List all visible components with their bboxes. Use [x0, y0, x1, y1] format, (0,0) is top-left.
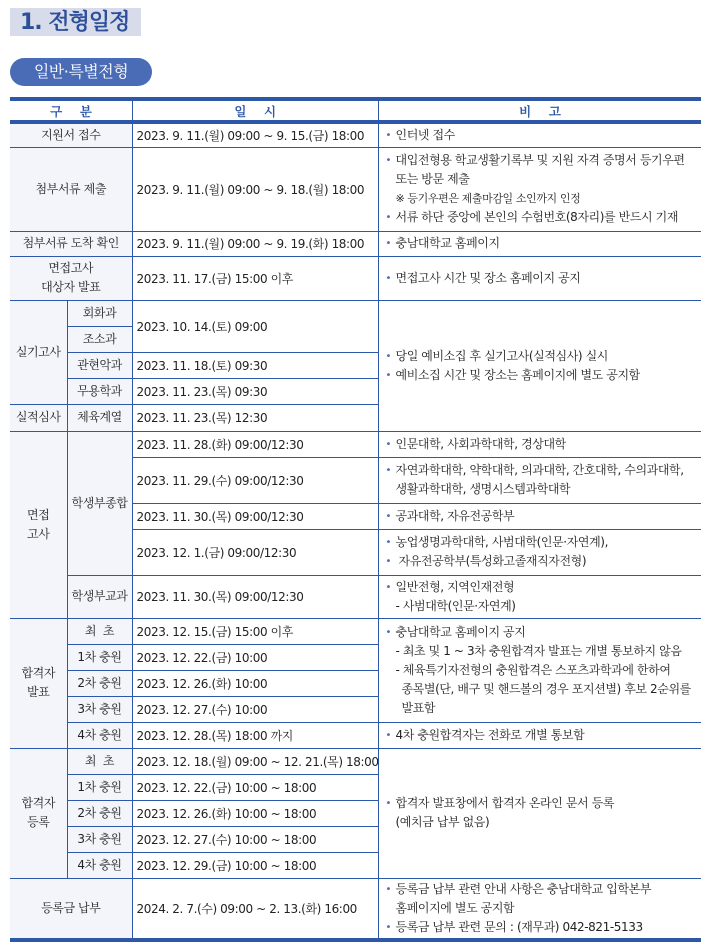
table-cell: 조소과 — [67, 326, 132, 352]
column-header-note: 비 고 — [378, 99, 701, 122]
table-cell: 2023. 11. 30.(목) 09:00/12:30 — [132, 575, 378, 618]
table-cell: 2023. 11. 29.(수) 09:00/12:30 — [132, 457, 378, 503]
table-cell: 합격자 등록 — [10, 748, 67, 878]
table-cell: 최 초 — [67, 748, 132, 774]
table-cell: 1차 충원 — [67, 774, 132, 800]
table-cell: 2023. 12. 18.(월) 09:00 ~ 12. 21.(목) 18:00 — [132, 748, 378, 774]
table-cell: 2023. 9. 11.(월) 09:00 ~ 9. 15.(금) 18:00 — [132, 122, 378, 147]
table-cell: 실기고사 — [10, 300, 67, 404]
table-cell: 2023. 12. 27.(수) 10:00 ~ 18:00 — [132, 826, 378, 852]
table-cell: • 공과대학, 자유전공학부 — [378, 503, 701, 529]
table-cell: • 4차 충원합격자는 전화로 개별 통보함 — [378, 722, 701, 748]
table-cell: 2023. 11. 23.(목) 12:30 — [132, 404, 378, 431]
table-cell: • 일반전형, 지역인재전형 - 사범대학(인문·자연계) — [378, 575, 701, 618]
table-cell: 2차 충원 — [67, 800, 132, 826]
table-cell: • 자연과학대학, 약학대학, 의과대학, 간호대학, 수의과대학, 생활과학대학, 생명시스템과학대학 — [378, 457, 701, 503]
table-cell: 첨부서류 제출 — [10, 147, 132, 231]
table-cell: 학생부종합 — [67, 431, 132, 575]
table-cell: • 농업생명과학대학, 사범대학(인문·자연계), • 자유전공학부(특성화고졸재직자전형) — [378, 529, 701, 575]
table-cell: 2023. 11. 23.(목) 09:30 — [132, 378, 378, 404]
schedule-table — [10, 97, 701, 942]
category-badge: 일반·특별전형 — [10, 58, 152, 86]
table-cell: 2023. 12. 27.(수) 10:00 — [132, 696, 378, 722]
section-heading: 1. 전형일정 — [10, 8, 141, 36]
table-cell: 2023. 12. 28.(목) 18:00 까지 — [132, 722, 378, 748]
table-cell: • 면접고사 시간 및 장소 홈페이지 공지 — [378, 256, 701, 300]
table-cell: • 합격자 발표창에서 합격자 온라인 문서 등록 (예치금 납부 없음) — [378, 748, 701, 878]
table-cell: 2023. 11. 18.(토) 09:30 — [132, 352, 378, 378]
table-cell: • 등록금 납부 관련 안내 사항은 충남대학교 입학본부 홈페이지에 별도 공지함 • 등록금 납부 관련 문의 : (재무과) 042-821-5133 — [378, 878, 701, 940]
table-cell: 2차 충원 — [67, 670, 132, 696]
table-cell: 4차 충원 — [67, 722, 132, 748]
table-cell: 3차 충원 — [67, 696, 132, 722]
table-cell: 관현악과 — [67, 352, 132, 378]
table-cell: 등록금 납부 — [10, 878, 132, 940]
table-row — [10, 748, 701, 774]
table-header — [10, 99, 701, 122]
table-row — [10, 575, 701, 618]
table-row — [10, 300, 701, 326]
table-cell: • 당일 예비소집 후 실기고사(실적심사) 실시 • 예비소집 시간 및 장소는 홈페이지에 별도 공지함 — [378, 300, 701, 431]
table-cell: 2023. 12. 1.(금) 09:00/12:30 — [132, 529, 378, 575]
table-cell: 2023. 10. 14.(토) 09:00 — [132, 300, 378, 352]
table-row — [10, 722, 701, 748]
table-cell: • 인문대학, 사회과학대학, 경상대학 — [378, 431, 701, 457]
table-row — [10, 878, 701, 940]
table-cell: • 인터넷 접수 — [378, 122, 701, 147]
column-header-category: 구 분 — [10, 99, 132, 122]
table-cell: 2023. 12. 22.(금) 10:00 — [132, 644, 378, 670]
table-cell: 면접고사 대상자 발표 — [10, 256, 132, 300]
table-cell: 2023. 12. 29.(금) 10:00 ~ 18:00 — [132, 852, 378, 878]
table-cell: 4차 충원 — [67, 852, 132, 878]
table-cell: 학생부교과 — [67, 575, 132, 618]
table-cell: 1차 충원 — [67, 644, 132, 670]
table-cell: • 충남대학교 홈페이지 — [378, 231, 701, 256]
table-cell: 무용학과 — [67, 378, 132, 404]
table-row — [10, 122, 701, 147]
table-cell: 최 초 — [67, 618, 132, 644]
table-cell: 2023. 11. 28.(화) 09:00/12:30 — [132, 431, 378, 457]
table-cell: 2023. 12. 15.(금) 15:00 이후 — [132, 618, 378, 644]
table-cell: 2023. 11. 17.(금) 15:00 이후 — [132, 256, 378, 300]
table-cell: 체육계열 — [67, 404, 132, 431]
table-cell: 실적심사 — [10, 404, 67, 431]
table-cell: 2023. 12. 26.(화) 10:00 ~ 18:00 — [132, 800, 378, 826]
table-cell: 2023. 9. 11.(월) 09:00 ~ 9. 19.(화) 18:00 — [132, 231, 378, 256]
table-cell: 2023. 11. 30.(목) 09:00/12:30 — [132, 503, 378, 529]
table-row — [10, 431, 701, 457]
table-row — [10, 231, 701, 256]
table-cell: • 충남대학교 홈페이지 공지 - 최초 및 1 ~ 3차 충원합격자 발표는 개별 통보하지 않음 - 체육특기자전형의 충원합격은 스포츠과학과에 한하여 종목별(단, 배구 및 핸드볼의 경우 포지션별) 후보 2순위를 발표함 — [378, 618, 701, 722]
table-cell: 2023. 12. 22.(금) 10:00 ~ 18:00 — [132, 774, 378, 800]
table-row — [10, 147, 701, 231]
table-cell: 면접 고사 — [10, 431, 67, 618]
table-cell: 첨부서류 도착 확인 — [10, 231, 132, 256]
table-cell: • 대입전형용 학교생활기록부 및 지원 자격 증명서 등기우편 또는 방문 제출 ※ 등기우편은 제출마감일 소인까지 인정 • 서류 하단 중앙에 본인의 수험번호(8자리)를 반드시 기재 — [378, 147, 701, 231]
table-cell: 2023. 9. 11.(월) 09:00 ~ 9. 18.(월) 18:00 — [132, 147, 378, 231]
table-cell: 3차 충원 — [67, 826, 132, 852]
table-row — [10, 618, 701, 644]
table-cell: 2024. 2. 7.(수) 09:00 ~ 2. 13.(화) 16:00 — [132, 878, 378, 940]
table-cell: 지원서 접수 — [10, 122, 132, 147]
table-cell: 2023. 12. 26.(화) 10:00 — [132, 670, 378, 696]
table-cell: 합격자 발표 — [10, 618, 67, 748]
table-cell: 회화과 — [67, 300, 132, 326]
table-row — [10, 256, 701, 300]
column-header-date: 일 시 — [132, 99, 378, 122]
